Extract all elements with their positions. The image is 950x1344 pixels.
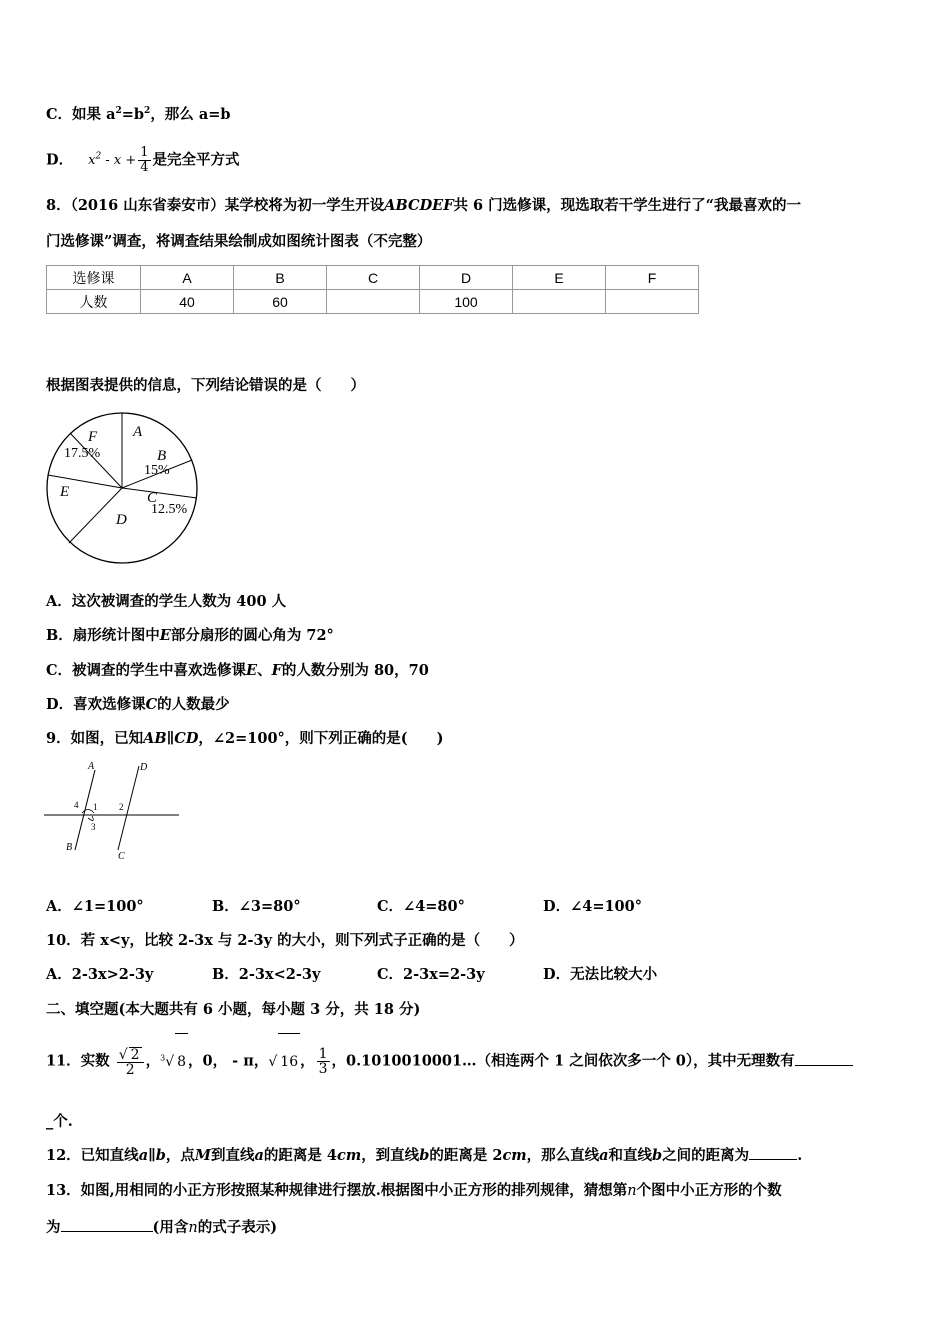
table-cell: F (606, 266, 699, 290)
table-cell: A (141, 266, 234, 290)
q9-option-a: A．∠1=100° (46, 898, 144, 915)
pie-divider (122, 488, 197, 498)
fraction-sqrt2-over-2: $\frac{√ 2}{2}$ (117, 1047, 144, 1077)
q13-stem-line1: 13．如图,用相同的小正方形按照某种规律进行摆放.根据图中小正方形的排列规律，猜想第n个图中小正方形的个数 (46, 1182, 782, 1199)
q10-stem: 10．若 x<y，比较 2-3x 与 2-3y 的大小，则下列式子正确的是（ ） (46, 932, 524, 949)
label-b: B (66, 842, 73, 853)
q7-option-c: C．如果 $a^2=b^2$，那么 a=b (46, 105, 231, 123)
table-cell: 选修课 (47, 266, 141, 290)
label-c: C (118, 851, 125, 862)
q10-option-c: C．2-3x=2-3y (377, 966, 485, 983)
table-row (47, 290, 699, 314)
fraction-one-third: $\frac{1}{3}$ (318, 1046, 328, 1078)
q10-option-d: D．无法比较大小 (543, 966, 658, 983)
pie-label-f: F (88, 429, 98, 445)
fraction-one-quarter: $\frac{1}{4}$ (140, 144, 149, 175)
q8-stem-line2: 门选修课”调查，将调查结果绘制成如图统计图表（不完整） (46, 233, 432, 250)
label-a: A (88, 761, 95, 772)
answer-blank[interactable] (795, 1065, 853, 1066)
section-title: 二、填空题(本大题共有 6 小题，每小题 3 分，共 18 分) (46, 1001, 421, 1018)
label-4: 4 (74, 800, 79, 810)
q11-continuation: _个. (46, 1113, 73, 1130)
table-cell (513, 290, 606, 314)
q10-option-b: B．2-3x<2-3y (212, 966, 321, 983)
q12-stem: 12．已知直线a∥b，点M到直线a的距离是 4cm，到直线b的距离是 2cm，那么直线a和直线b之间的距离为 . (46, 1147, 803, 1164)
q9-option-b: B．∠3=80° (212, 898, 301, 915)
table-row (47, 266, 699, 290)
q7-option-d: D． $x^2$ - x + $\frac{1}{4}$ 是完全平方式 (46, 144, 240, 175)
sqrt-16: √ 16 (268, 1054, 300, 1070)
q8-stem-line1: 8．（2016 山东省泰安市）某学校将为初一学生开设ABCDEF共 6 门选修课，现选取若干学生进行了“我最喜欢的一 (46, 197, 802, 214)
q8-data-table (46, 265, 699, 314)
label-d: D (140, 762, 148, 773)
table-cell: E (513, 266, 606, 290)
pie-label-d: D (116, 512, 127, 528)
q8-option-c: C．被调查的学生中喜欢选修课E、F的人数分别为 80，70 (46, 662, 429, 679)
table-cell: C (327, 266, 420, 290)
q8-option-b: B．扇形统计图中E部分扇形的圆心角为 72° (46, 627, 334, 644)
label-2: 2 (119, 802, 124, 812)
table-cell: 人数 (47, 290, 141, 314)
q8-pie-chart (44, 412, 204, 572)
answer-blank[interactable] (749, 1159, 797, 1160)
pie-pct-b: 15% (144, 463, 170, 478)
label-3: 3 (91, 822, 96, 832)
pie-label-a: A (133, 424, 143, 440)
pie-label-c: C (147, 490, 158, 506)
label-1: 1 (93, 802, 98, 812)
answer-blank[interactable] (61, 1231, 153, 1232)
table-cell: 40 (141, 290, 234, 314)
q8-option-a: A．这次被调查的学生人数为 400 人 (46, 593, 287, 610)
q9-stem: 9．如图，已知AB∥CD，∠2=100°，则下列正确的是( ) (46, 730, 444, 747)
pie-label-b: B (157, 448, 167, 464)
pie-pct-c: 12.5% (151, 502, 188, 517)
table-cell: 100 (420, 290, 513, 314)
cube-root-8: $^3$√ 8 (160, 1054, 188, 1070)
table-cell: D (420, 266, 513, 290)
table-cell (606, 290, 699, 314)
q11-stem: 11．实数 $\frac{√ 2}{2}$ ，$^3$√ 8 ，0， - π，√ 16 ， $\frac{1}{3}$ ，0.1010010001…（相连两个 1 之间依次多一个 0），其中无理数有 (46, 1030, 853, 1090)
q9-figure (44, 758, 184, 863)
pie-label-e: E (60, 484, 70, 500)
q8-option-d: D．喜欢选修课C的人数最少 (46, 696, 230, 713)
table-cell: B (234, 266, 327, 290)
q9-option-d: D．∠4=100° (543, 898, 642, 915)
angle-arc (88, 816, 93, 821)
table-cell: 60 (234, 290, 327, 314)
pie-divider (69, 488, 122, 543)
q10-option-a: A．2-3x>2-3y (46, 966, 154, 983)
pie-pct-f: 17.5% (64, 446, 101, 461)
q9-option-c: C．∠4=80° (377, 898, 465, 915)
q8-question: 根据图表提供的信息，下列结论错误的是（ ） (46, 377, 365, 394)
q13-stem-line2: 为 (用含n的式子表示) (46, 1219, 278, 1236)
table-cell (327, 290, 420, 314)
